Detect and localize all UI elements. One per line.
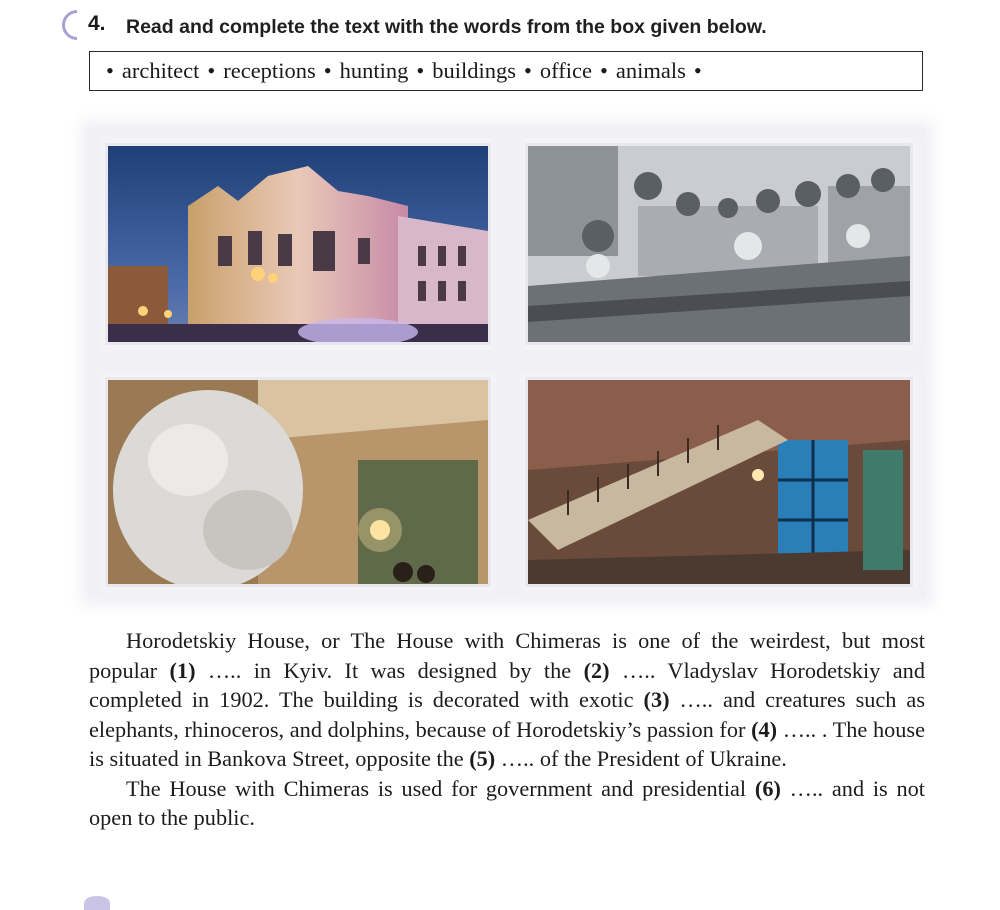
task-header xyxy=(62,8,962,42)
photo-house-exterior xyxy=(108,146,488,342)
gap-number-2: (2) xyxy=(583,657,610,683)
word-box-item: animals xyxy=(615,58,686,83)
text-segment: ….. in Kyiv. It was designed by the xyxy=(195,657,584,683)
text-segment: ….. Vladyslav Horodetskiy and completed in 1902. The building is decorated with exotic xyxy=(89,657,925,712)
word-box-item: architect xyxy=(121,58,200,83)
photo-interior-sculpture xyxy=(108,380,488,584)
word-box-item: hunting xyxy=(339,58,409,83)
photo-roof-chimeras xyxy=(528,146,910,342)
bullet: • xyxy=(693,58,702,83)
staircase-illustration xyxy=(528,380,910,584)
house-exterior-illustration xyxy=(108,146,488,342)
roof-chimeras-illustration xyxy=(528,146,910,342)
bullet: • xyxy=(524,58,532,83)
word-box xyxy=(89,51,923,91)
text-segment: ….. and is not open to the public. xyxy=(89,775,925,830)
text-segment: The House with Chimeras is used for government and presidential xyxy=(126,775,755,801)
reading-text xyxy=(89,626,925,833)
gap-number-3: (3) xyxy=(643,687,670,712)
word-box-item: receptions xyxy=(223,58,316,83)
bullet: • xyxy=(323,58,332,83)
text-segment: ….. . The house is situated in Bankova Street, opposite the xyxy=(89,716,925,771)
gap-number-1: (1) xyxy=(169,657,196,683)
text-segment: ….. and creatures such as elephants, rhinoceros, and dolphins, because of Horodetskiy’s passion for xyxy=(89,687,925,742)
bullet: • xyxy=(207,58,216,83)
gap-number-4: (4) xyxy=(751,716,778,742)
page-corner-mark xyxy=(84,896,110,910)
gap-number-6: (6) xyxy=(754,775,781,801)
gap-number-5: (5) xyxy=(469,746,496,771)
word-box-item: buildings xyxy=(432,58,517,83)
photo-staircase xyxy=(528,380,910,584)
task-number: 4. xyxy=(88,12,106,35)
paragraph-1 xyxy=(89,626,925,774)
paragraph-2 xyxy=(89,774,925,833)
bullet: • xyxy=(106,58,114,83)
bullet: • xyxy=(599,58,608,83)
photo-collage xyxy=(88,128,926,598)
bullet: • xyxy=(416,58,425,83)
word-box-item: office xyxy=(539,58,592,83)
text-segment: Horodetskiy House, or The House with Chimeras is one of the weirdest, but most popular xyxy=(89,628,925,683)
task-instruction: Read and complete the text with the words from the box given below. xyxy=(126,16,767,38)
text-segment: ….. of the President of Ukraine. xyxy=(495,746,787,771)
interior-sculpture-illustration xyxy=(108,380,488,584)
